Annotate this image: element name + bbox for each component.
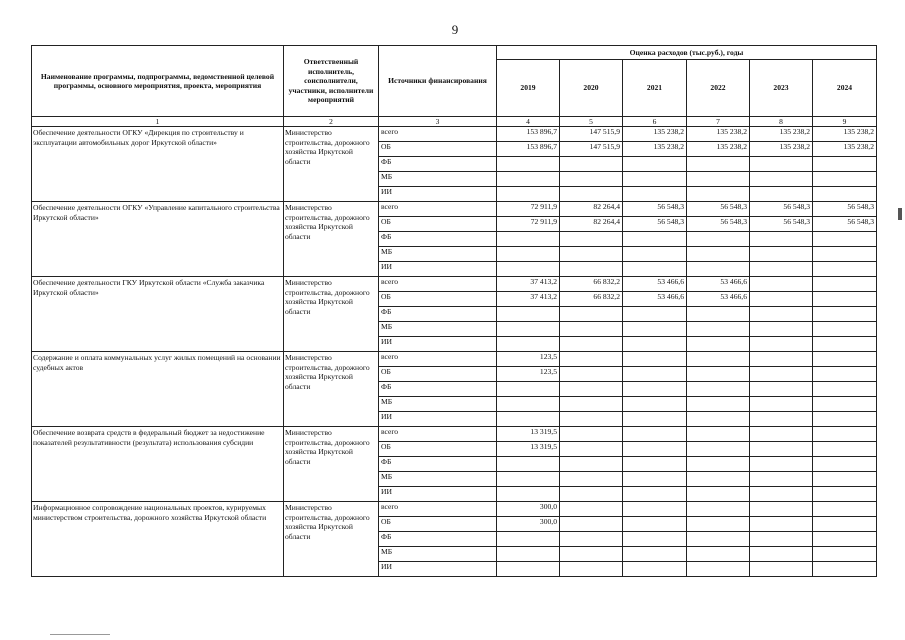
expense-value	[687, 262, 750, 277]
expense-value	[813, 502, 877, 517]
expense-value	[560, 352, 623, 367]
expense-value	[750, 442, 813, 457]
expense-value	[750, 457, 813, 472]
expense-value	[687, 502, 750, 517]
expense-value	[623, 382, 687, 397]
expense-value	[623, 472, 687, 487]
expense-value	[497, 412, 560, 427]
funding-source: МБ	[379, 397, 497, 412]
column-number: 2	[284, 117, 379, 127]
expense-value: 135 238,2	[687, 127, 750, 142]
expense-value	[560, 547, 623, 562]
expense-value	[497, 397, 560, 412]
expense-value	[497, 157, 560, 172]
expense-value	[750, 502, 813, 517]
expense-value: 56 548,3	[687, 202, 750, 217]
expense-value	[623, 427, 687, 442]
expense-value	[623, 442, 687, 457]
expense-value	[560, 307, 623, 322]
funding-source: ИИ	[379, 262, 497, 277]
program-name: Обеспечение деятельности ОГКУ «Управление капитального строительства Иркутской области»	[32, 202, 284, 277]
expense-value: 147 515,9	[560, 142, 623, 157]
column-number: 1	[32, 117, 284, 127]
table-row	[32, 427, 877, 442]
expense-value	[560, 172, 623, 187]
executor: Министерство строительства, дорожного хозяйства Иркутской области	[284, 502, 379, 577]
column-number: 5	[560, 117, 623, 127]
executor: Министерство строительства, дорожного хозяйства Иркутской области	[284, 427, 379, 502]
expense-value: 153 896,7	[497, 127, 560, 142]
expense-value: 53 466,6	[687, 277, 750, 292]
expense-value	[623, 397, 687, 412]
expense-value	[750, 322, 813, 337]
executor: Министерство строительства, дорожного хозяйства Иркутской области	[284, 202, 379, 277]
funding-source: ОБ	[379, 442, 497, 457]
expense-value	[687, 307, 750, 322]
funding-source: ФБ	[379, 457, 497, 472]
expense-value	[813, 487, 877, 502]
expense-value	[750, 262, 813, 277]
scan-edge-mark	[898, 208, 902, 220]
expense-value	[687, 472, 750, 487]
expense-value	[750, 487, 813, 502]
expense-value	[560, 442, 623, 457]
funding-source: МБ	[379, 472, 497, 487]
expense-value	[623, 172, 687, 187]
expense-value	[813, 427, 877, 442]
expense-value: 53 466,6	[687, 292, 750, 307]
expense-value	[813, 457, 877, 472]
expense-value	[750, 382, 813, 397]
expense-value	[560, 157, 623, 172]
expense-value: 82 264,4	[560, 217, 623, 232]
expense-value	[813, 157, 877, 172]
expense-value	[687, 487, 750, 502]
expense-value: 135 238,2	[687, 142, 750, 157]
expense-value	[687, 397, 750, 412]
expense-value	[750, 367, 813, 382]
expense-value	[687, 367, 750, 382]
expense-value	[750, 172, 813, 187]
funding-source: ИИ	[379, 412, 497, 427]
expense-value	[497, 472, 560, 487]
expense-value	[813, 532, 877, 547]
table-row	[32, 277, 877, 292]
executor: Министерство строительства, дорожного хозяйства Иркутской области	[284, 277, 379, 352]
expense-value	[497, 262, 560, 277]
expense-value	[813, 397, 877, 412]
expense-value	[497, 172, 560, 187]
expense-value: 82 264,4	[560, 202, 623, 217]
expense-value	[623, 262, 687, 277]
expense-value: 53 466,6	[623, 292, 687, 307]
expense-value	[750, 472, 813, 487]
table-row	[32, 202, 877, 217]
expense-value	[497, 547, 560, 562]
expense-value	[687, 457, 750, 472]
expense-value: 66 832,2	[560, 277, 623, 292]
expense-value	[497, 532, 560, 547]
expense-value	[560, 472, 623, 487]
expense-value	[623, 562, 687, 577]
expense-value	[560, 397, 623, 412]
expense-value	[497, 247, 560, 262]
expense-value: 72 911,9	[497, 217, 560, 232]
funding-source: всего	[379, 352, 497, 367]
expense-value	[813, 412, 877, 427]
column-number: 7	[687, 117, 750, 127]
expense-value	[560, 427, 623, 442]
funding-source: ИИ	[379, 337, 497, 352]
expense-value: 56 548,3	[750, 217, 813, 232]
expense-value	[560, 262, 623, 277]
expense-value	[497, 562, 560, 577]
funding-source: ОБ	[379, 292, 497, 307]
expense-value	[750, 157, 813, 172]
expense-value	[750, 247, 813, 262]
expense-value	[560, 247, 623, 262]
expense-value: 56 548,3	[813, 202, 877, 217]
expense-value	[623, 322, 687, 337]
header-executor: Ответственный исполнитель, соисполнители, участники, исполнители мероприятий	[284, 46, 379, 117]
header-year: 2023	[750, 60, 813, 117]
expense-value	[623, 367, 687, 382]
funding-source: ФБ	[379, 382, 497, 397]
table-row	[32, 352, 877, 367]
expense-value	[813, 562, 877, 577]
expense-value	[813, 547, 877, 562]
expense-value	[687, 532, 750, 547]
funding-source: всего	[379, 277, 497, 292]
expense-value	[750, 547, 813, 562]
expense-value	[687, 427, 750, 442]
expense-value	[750, 412, 813, 427]
funding-source: ФБ	[379, 232, 497, 247]
expense-value: 56 548,3	[623, 217, 687, 232]
column-number: 4	[497, 117, 560, 127]
expense-value	[497, 307, 560, 322]
funding-source: ИИ	[379, 487, 497, 502]
expense-value	[813, 472, 877, 487]
expense-value	[497, 382, 560, 397]
column-number: 9	[813, 117, 877, 127]
expense-table	[31, 45, 877, 577]
expense-value	[813, 172, 877, 187]
expense-value	[813, 187, 877, 202]
expense-value	[623, 502, 687, 517]
funding-source: ОБ	[379, 367, 497, 382]
expense-value	[623, 517, 687, 532]
expense-value	[813, 382, 877, 397]
page-number: 9	[451, 22, 459, 37]
expense-value	[750, 562, 813, 577]
expense-value	[813, 322, 877, 337]
column-number: 3	[379, 117, 497, 127]
expense-value	[750, 187, 813, 202]
program-name: Обеспечение деятельности ОГКУ «Дирекция по строительству и эксплуатации автомобильных дорог Иркутской области»	[32, 127, 284, 202]
expense-value	[750, 352, 813, 367]
program-name: Обеспечение деятельности ГКУ Иркутской области «Служба заказчика Иркутской области»	[32, 277, 284, 352]
funding-source: ИИ	[379, 562, 497, 577]
expense-value	[497, 187, 560, 202]
expense-value	[497, 322, 560, 337]
expense-value: 56 548,3	[687, 217, 750, 232]
header-year: 2021	[623, 60, 687, 117]
expense-value: 123,5	[497, 352, 560, 367]
expense-value	[687, 247, 750, 262]
expense-value	[687, 547, 750, 562]
expense-value	[687, 412, 750, 427]
expense-value	[560, 187, 623, 202]
expense-value: 135 238,2	[750, 142, 813, 157]
expense-value: 135 238,2	[750, 127, 813, 142]
expense-value	[623, 487, 687, 502]
expense-value: 66 832,2	[560, 292, 623, 307]
expense-value: 56 548,3	[623, 202, 687, 217]
expense-value	[560, 487, 623, 502]
expense-value	[687, 157, 750, 172]
expense-value	[623, 532, 687, 547]
executor: Министерство строительства, дорожного хозяйства Иркутской области	[284, 127, 379, 202]
header-program-name: Наименование программы, подпрограммы, ведомственной целевой программы, основного мероприятия, проекта, мероприятия	[32, 46, 284, 117]
expense-value	[687, 517, 750, 532]
expense-value	[813, 337, 877, 352]
funding-source: ФБ	[379, 157, 497, 172]
expense-value	[560, 382, 623, 397]
expense-value	[497, 232, 560, 247]
expense-value	[623, 307, 687, 322]
funding-source: всего	[379, 502, 497, 517]
funding-source: ОБ	[379, 142, 497, 157]
funding-source: всего	[379, 202, 497, 217]
expense-value: 37 413,2	[497, 292, 560, 307]
expense-value	[750, 427, 813, 442]
expense-value: 153 896,7	[497, 142, 560, 157]
expense-value: 53 466,6	[623, 277, 687, 292]
header-year: 2022	[687, 60, 750, 117]
expense-value	[750, 517, 813, 532]
scan-bottom-rule	[50, 634, 110, 635]
expense-value	[560, 517, 623, 532]
expense-value	[497, 337, 560, 352]
program-name: Содержание и оплата коммунальных услуг жилых помещений на основании судебных актов	[32, 352, 284, 427]
expense-value	[560, 337, 623, 352]
expense-value: 300,0	[497, 502, 560, 517]
expense-value: 123,5	[497, 367, 560, 382]
expense-value: 13 319,5	[497, 427, 560, 442]
expense-value	[750, 292, 813, 307]
expense-value	[497, 457, 560, 472]
expense-value	[623, 232, 687, 247]
expense-value: 72 911,9	[497, 202, 560, 217]
expense-value	[750, 532, 813, 547]
expense-value	[623, 352, 687, 367]
expense-value	[687, 172, 750, 187]
funding-source: ОБ	[379, 217, 497, 232]
expense-value	[560, 532, 623, 547]
expense-value	[813, 232, 877, 247]
expense-value	[623, 547, 687, 562]
table-row	[32, 502, 877, 517]
expense-value	[750, 307, 813, 322]
expense-value	[687, 442, 750, 457]
expense-value	[623, 157, 687, 172]
header-estimate: Оценка расходов (тыс.руб.), годы	[497, 46, 877, 60]
expense-value	[687, 337, 750, 352]
expense-value: 13 319,5	[497, 442, 560, 457]
expense-value: 135 238,2	[813, 127, 877, 142]
expense-value	[623, 187, 687, 202]
expense-value: 56 548,3	[813, 217, 877, 232]
program-name: Информационное сопровождение национальных проектов, курируемых министерством строительства, дорожного хозяйства Иркутской области	[32, 502, 284, 577]
expense-value	[813, 352, 877, 367]
expense-value: 300,0	[497, 517, 560, 532]
expense-value	[813, 262, 877, 277]
expense-value	[560, 412, 623, 427]
expense-value: 37 413,2	[497, 277, 560, 292]
expense-value	[750, 232, 813, 247]
expense-value	[813, 367, 877, 382]
expense-value	[813, 307, 877, 322]
header-year: 2020	[560, 60, 623, 117]
expense-value	[813, 517, 877, 532]
expense-value	[687, 352, 750, 367]
expense-value	[497, 487, 560, 502]
expense-value	[623, 247, 687, 262]
expense-value	[560, 457, 623, 472]
column-number: 8	[750, 117, 813, 127]
expense-value	[623, 412, 687, 427]
expense-value: 56 548,3	[750, 202, 813, 217]
funding-source: ИИ	[379, 187, 497, 202]
funding-source: МБ	[379, 322, 497, 337]
expense-value	[687, 187, 750, 202]
expense-value	[560, 562, 623, 577]
expense-value	[813, 442, 877, 457]
header-funding-source: Источники финансирования	[379, 46, 497, 117]
program-name: Обеспечение возврата средств в федеральный бюджет за недостижение показателей результативности (результата) использования субсидии	[32, 427, 284, 502]
executor: Министерство строительства, дорожного хозяйства Иркутской области	[284, 352, 379, 427]
expense-value	[560, 232, 623, 247]
expense-value	[750, 337, 813, 352]
expense-value	[687, 232, 750, 247]
expense-value: 135 238,2	[623, 127, 687, 142]
funding-source: МБ	[379, 172, 497, 187]
expense-value	[687, 562, 750, 577]
column-number: 6	[623, 117, 687, 127]
expense-value	[687, 382, 750, 397]
header-year: 2024	[813, 60, 877, 117]
funding-source: ОБ	[379, 517, 497, 532]
expense-value	[687, 322, 750, 337]
expense-value	[750, 397, 813, 412]
funding-source: МБ	[379, 547, 497, 562]
expense-value	[623, 457, 687, 472]
expense-value: 147 515,9	[560, 127, 623, 142]
funding-source: МБ	[379, 247, 497, 262]
funding-source: ФБ	[379, 532, 497, 547]
header-year: 2019	[497, 60, 560, 117]
expense-value	[560, 502, 623, 517]
funding-source: ФБ	[379, 307, 497, 322]
table-row	[32, 127, 877, 142]
funding-source: всего	[379, 427, 497, 442]
funding-source: всего	[379, 127, 497, 142]
expense-value	[813, 277, 877, 292]
expense-value	[750, 277, 813, 292]
expense-value: 135 238,2	[813, 142, 877, 157]
expense-value	[560, 367, 623, 382]
expense-value	[560, 322, 623, 337]
expense-value	[813, 247, 877, 262]
expense-value: 135 238,2	[623, 142, 687, 157]
expense-value	[623, 337, 687, 352]
expense-value	[813, 292, 877, 307]
